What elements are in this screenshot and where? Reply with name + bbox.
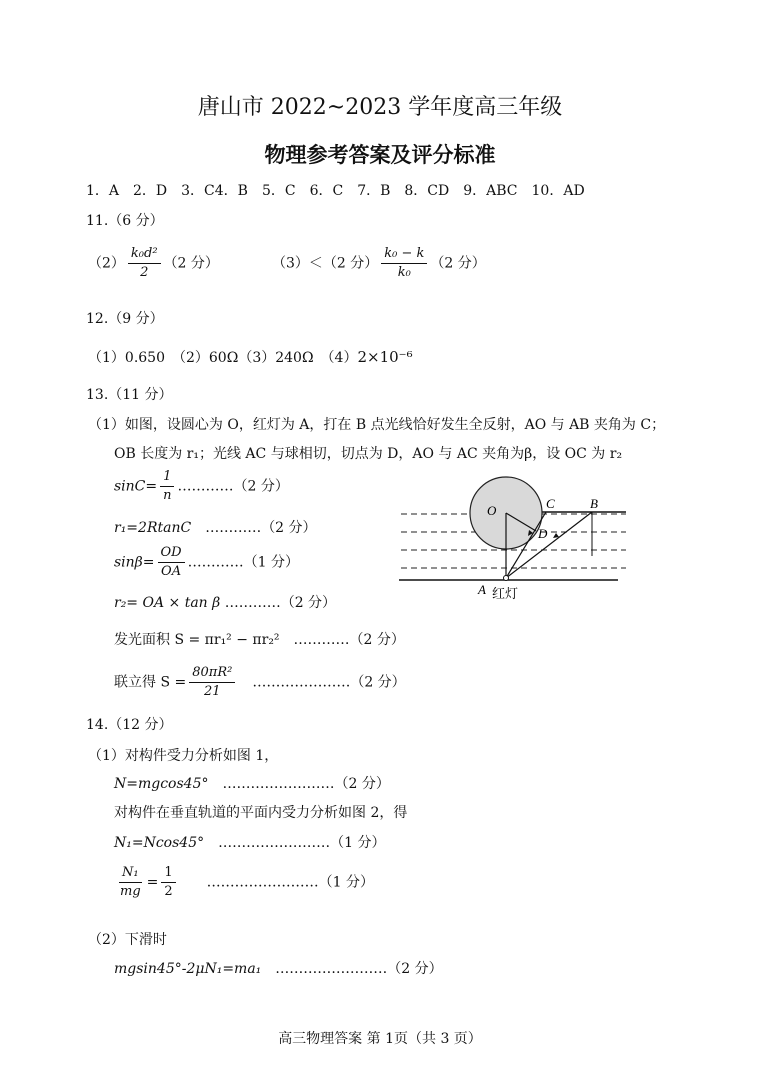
q14-eq3-rfraction: [161, 864, 175, 901]
q11-part3: [272, 245, 486, 282]
q13-eq5-text: 发光面积 S = πr₁² − πr₂²: [114, 632, 280, 648]
q13-eq6: [114, 664, 406, 701]
q13-eq6-den: 21: [204, 684, 221, 699]
q13-eq3-den: OA: [161, 564, 182, 579]
q13-eq5: [114, 629, 405, 649]
page-title: 唐山市 2022~2023 学年度高三年级: [197, 95, 563, 120]
q13-eq1-fraction: [160, 468, 174, 505]
q13-eq1-num: 1: [160, 468, 174, 487]
q11-p3-num: k₀ − k: [381, 245, 427, 264]
q11-p3-label: （3）＜（2 分）: [272, 255, 379, 272]
q12-line: （1）0.650 （2）60Ω（3）240Ω （4）: [88, 350, 358, 366]
red-light-point: [504, 576, 509, 581]
q13-eq3-fraction: [158, 544, 185, 581]
q13-figure: [396, 470, 636, 605]
q13-eq4-text: r₂= OA × tan β: [114, 595, 221, 611]
q14-eq3-rnum: 1: [161, 864, 175, 883]
q14-eq3: [114, 864, 374, 901]
q13-eq1: [114, 468, 289, 505]
q14-eq2: [114, 832, 385, 852]
q11-p2-fraction: [128, 245, 161, 282]
q13-intro2: OB 长度为 r₁；光线 AC 与球相切，切点为 D，AO 与 AC 夹角为β，设 OC 为 r₂: [114, 446, 623, 462]
q13-eq6-lhs: 联立得 S =: [114, 674, 187, 691]
label-a: A: [478, 582, 486, 597]
q13-eq2-text: r₁=2RtanC: [114, 520, 192, 536]
q14-eq3-rden: 2: [164, 884, 173, 899]
q11-p2-den: 2: [140, 265, 149, 280]
q11-p3-score: （2 分）: [430, 255, 486, 272]
q13-eq3-lhs: sinβ=: [114, 554, 155, 571]
q13-eq6-fraction: [189, 664, 235, 701]
q13-intro1: （1）如图，设圆心为 O，红灯为 A，打在 B 点光线恰好发生全反射，AO 与 AB 夹角为 C；: [88, 417, 666, 433]
q14-p1: （1）对构件受力分析如图 1，: [88, 748, 279, 764]
q14-eq2-text: N₁=Ncos45°: [114, 835, 205, 851]
q14-p2: （2）下滑时: [88, 932, 167, 948]
label-c: C: [546, 496, 555, 511]
q13-eq5-score: …………（2 分）: [293, 632, 405, 648]
page-subtitle: 物理参考答案及评分标准: [264, 143, 496, 167]
q14-eq4-score: ……………………（2 分）: [275, 961, 443, 977]
q13-eq2: [114, 517, 317, 537]
q14-eq3-num: N₁: [119, 864, 142, 883]
q13-eq6-score: …………………（2 分）: [252, 674, 406, 691]
q14-eq3-fraction: [117, 864, 144, 901]
q14-p1b: 对构件在垂直轨道的平面内受力分析如图 2，得: [114, 805, 408, 821]
q13-eq4: [114, 592, 336, 612]
q13-eq6-num: 80πR²: [189, 664, 235, 683]
q14-eq1-text: N=mgcos45°: [114, 776, 209, 792]
q14-eq3-score: ……………………（1 分）: [206, 874, 375, 891]
q13-eq4-score: …………（2 分）: [224, 595, 337, 611]
q14-eq4: [114, 958, 443, 978]
page-footer: 高三物理答案 第 1页（共 3 页）: [278, 1031, 482, 1047]
q11-heading: 11.（6 分）: [86, 213, 164, 229]
q11-p2-num: k₀d²: [128, 245, 161, 264]
q14-eq1-score: ……………………（2 分）: [222, 776, 390, 792]
q13-eq1-den: n: [163, 488, 172, 503]
q14-eq3-den: mg: [120, 884, 141, 899]
q14-heading: 14.（12 分）: [86, 717, 173, 733]
choice-answers: 1．A 2．D 3．C4．B 5．C 6．C 7．B 8．CD 9．ABC 10．AD: [86, 183, 585, 199]
q11-p3-den: k₀: [397, 265, 411, 280]
q13-eq3-score: …………（1 分）: [187, 554, 299, 571]
q14-eq1: [114, 773, 390, 793]
q13-eq3: [114, 544, 299, 581]
q14-eq4-text: mgsin45°-2μN₁=ma₁: [114, 961, 262, 977]
q11-p3-fraction: [381, 245, 427, 282]
q11-answers: [88, 245, 219, 282]
q13-eq1-lhs: sinC=: [114, 478, 158, 495]
label-red-light: 红灯: [492, 587, 519, 602]
q13-heading: 13.（11 分）: [86, 387, 173, 403]
q13-eq3-num: OD: [158, 544, 185, 563]
q12-heading: 12.（9 分）: [86, 311, 164, 327]
label-b: B: [590, 496, 598, 511]
label-d: D: [538, 526, 548, 541]
q13-eq1-score: …………（2 分）: [177, 478, 289, 495]
q13-eq2-score: …………（2 分）: [205, 520, 317, 536]
q12-p4-value: 2×10⁻⁶: [357, 348, 413, 366]
q11-p2-label: （2）: [88, 255, 125, 272]
arrow-head-ab: [553, 533, 559, 538]
q14-eq3-mid: =: [146, 874, 159, 891]
q11-p2-score: （2 分）: [163, 255, 219, 272]
label-o: O: [487, 503, 497, 518]
q14-eq2-score: ……………………（1 分）: [218, 835, 386, 851]
q12-answers: [88, 347, 413, 367]
